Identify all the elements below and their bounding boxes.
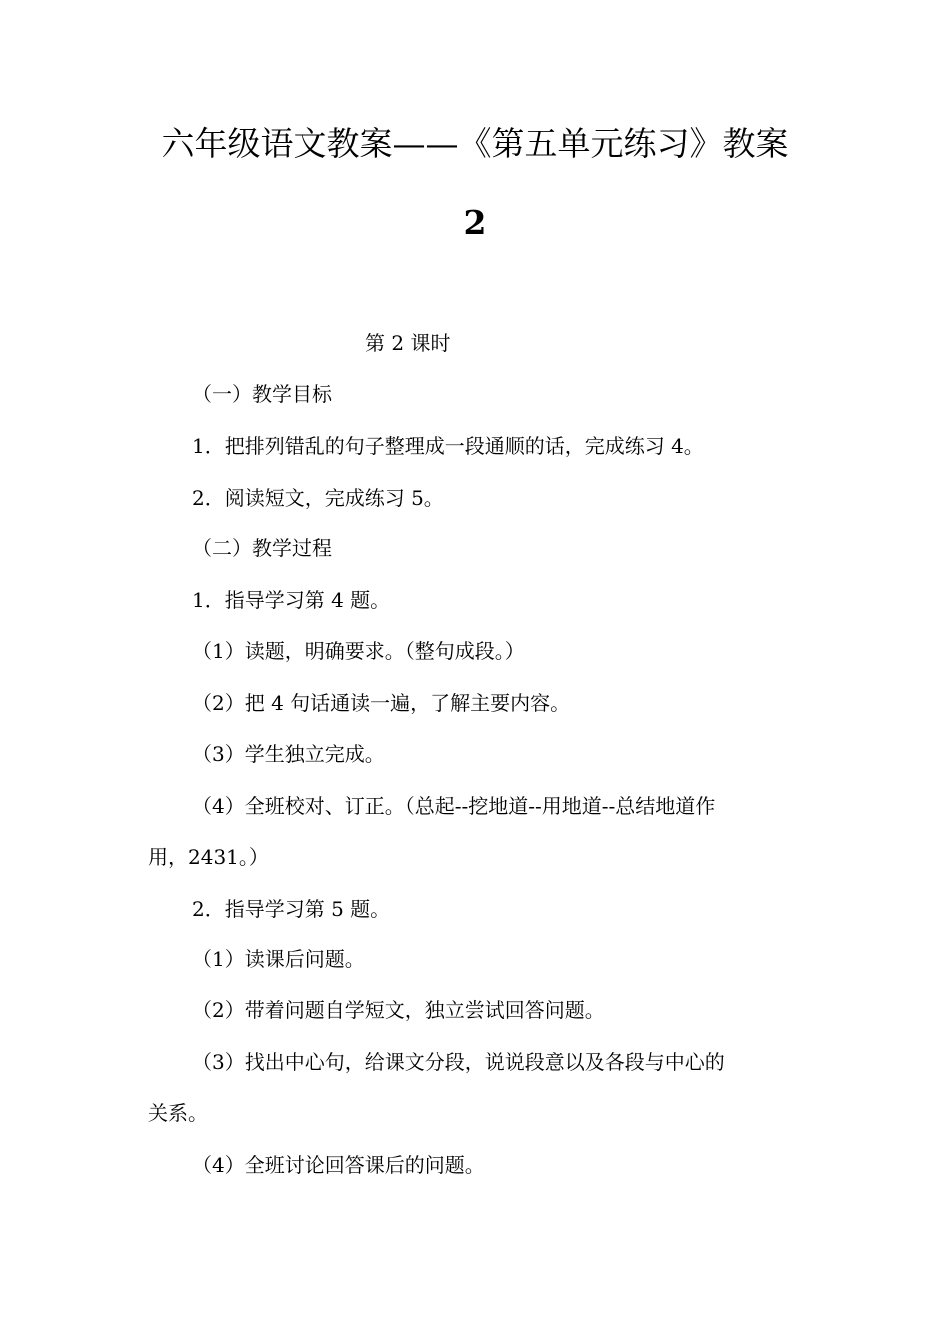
section-heading-process: （二）教学过程 [192,536,332,560]
goal-item-1: 1．把排列错乱的句子整理成一段通顺的话，完成练习 4。 [192,434,704,458]
lesson-label: 第 2 课时 [365,331,451,355]
process-step-1-3: （3）学生独立完成。 [192,742,385,766]
process-item-2: 2．指导学习第 5 题。 [192,897,391,921]
process-step-1-4-continuation: 用，2431。） [148,845,269,869]
document-title-continuation: 2 [463,203,487,242]
process-step-2-3: （3）找出中心句，给课文分段，说说段意以及各段与中心的 [192,1050,725,1074]
section-heading-goals: （一）教学目标 [192,382,332,406]
goal-item-2: 2．阅读短文，完成练习 5。 [192,486,444,510]
process-step-1-4: （4）全班校对、订正。（总起--挖地道--用地道--总结地道作 [192,794,716,818]
process-step-2-2: （2）带着问题自学短文，独立尝试回答问题。 [192,998,605,1022]
process-step-2-1: （1）读课后问题。 [192,947,365,971]
process-step-2-4: （4）全班讨论回答课后的问题。 [192,1153,485,1177]
process-step-1-1: （1）读题，明确要求。（整句成段。） [192,639,525,663]
process-step-2-3-continuation: 关系。 [148,1101,208,1125]
process-item-1: 1．指导学习第 4 题。 [192,588,391,612]
process-step-1-2: （2）把 4 句话通读一遍，了解主要内容。 [192,691,571,715]
document-title: 六年级语文教案——《第五单元练习》教案 [161,124,789,163]
